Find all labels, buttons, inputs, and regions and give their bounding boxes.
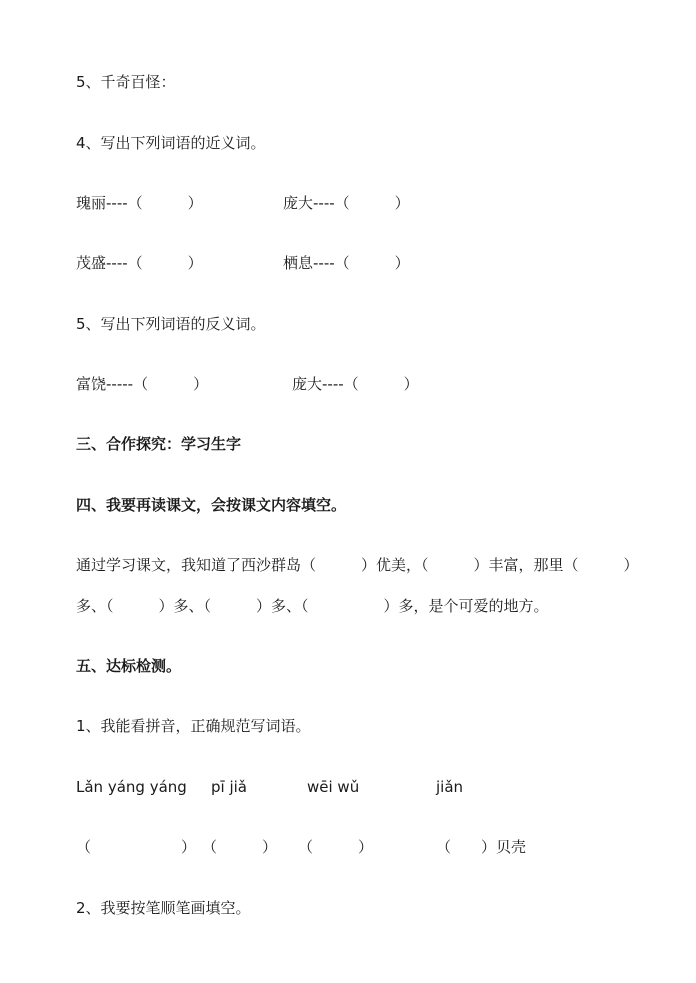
- section-3-heading: 三、合作探究：学习生字: [76, 435, 242, 453]
- answer-blanks-row: [76, 837, 676, 937]
- pinyin-weiwu: wēi wǔ: [307, 778, 360, 796]
- answer-blank-1[interactable]: （ ）: [76, 838, 197, 856]
- synonym-row-1: [76, 193, 676, 253]
- pinyin-lanyangyang: Lǎn yáng yáng: [76, 778, 187, 796]
- question-pinyin-words: 1、我能看拼音，正确规范写词语。: [76, 717, 311, 735]
- fill-blank-paragraph-line-1: 通过学习课文，我知道了西沙群岛（ ）优美，（ ）丰富，那里（ ）: [76, 556, 639, 574]
- synonym-row-2: [76, 253, 676, 313]
- synonym-qixi: 栖息----（ ）: [283, 254, 410, 272]
- pinyin-jian: jiǎn: [436, 778, 464, 796]
- antonym-pangda: 庞大----（ ）: [292, 375, 419, 393]
- question-synonyms: 4、写出下列词语的近义词。: [76, 134, 266, 152]
- question-antonyms: 5、写出下列词语的反义词。: [76, 315, 266, 333]
- question-stroke-order: 2、我要按笔顺笔画填空。: [76, 899, 251, 917]
- synonym-guili: 瑰丽----（ ）: [76, 194, 203, 212]
- pinyin-pijia: pī jiǎ: [211, 778, 247, 796]
- answer-blank-3[interactable]: （ ）: [298, 838, 374, 856]
- answer-blank-2[interactable]: （ ）: [202, 838, 278, 856]
- synonym-pangda: 庞大----（ ）: [283, 194, 410, 212]
- section-4-heading: 四、我要再读课文，会按课文内容填空。: [76, 496, 347, 514]
- item-5-qianqibaiguai: 5、千奇百怪：: [76, 73, 176, 91]
- antonym-row: [76, 374, 676, 434]
- fill-blank-paragraph-line-2: 多、（ ）多、（ ）多、（ ）多，是个可爱的地方。: [76, 597, 549, 615]
- answer-blank-4-beike[interactable]: （ ）贝壳: [436, 838, 527, 856]
- antonym-furao: 富饶-----（ ）: [76, 375, 209, 393]
- section-5-heading: 五、达标检测。: [76, 657, 182, 675]
- synonym-maosheng: 茂盛----（ ）: [76, 254, 203, 272]
